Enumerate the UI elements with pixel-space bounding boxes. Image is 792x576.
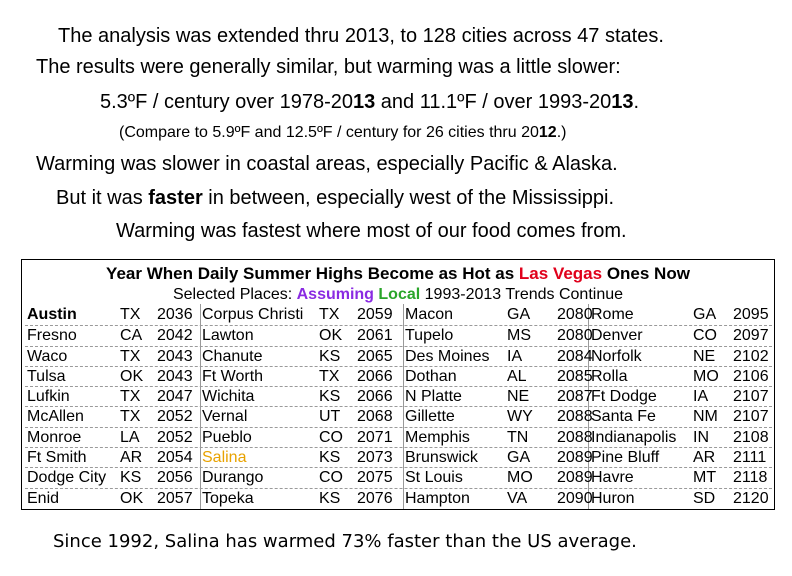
text-span: in between, especially west of the Mississippi. [202,187,615,209]
cities-table [21,259,775,510]
city-cell: Ft Smith [27,449,87,467]
subtitle-local: Local [378,286,421,303]
year-cell: 2088 [557,428,593,446]
city-cell: Durango [202,469,264,487]
city-cell: Havre [591,469,634,487]
state-cell: TX [319,367,340,385]
city-cell: Pueblo [202,428,252,446]
city-cell: Indianapolis [591,428,677,446]
year-cell: 2088 [557,408,593,426]
state-cell: KS [319,347,341,365]
intro-line-5: Warming was slower in coastal areas, especially Pacific & Alaska. [36,153,618,175]
state-cell: TX [120,408,141,426]
text-span: and 11.1ºF / over 1993-20 [375,91,612,113]
city-cell: Huron [591,489,635,507]
city-cell: Vernal [202,408,248,426]
year-cell: 2097 [733,327,769,345]
year-cell: 2043 [157,367,193,385]
year-cell: 2036 [157,306,193,323]
year-cell: 2052 [157,428,193,446]
year-cell: 2047 [157,388,193,406]
state-cell: TX [319,306,340,323]
city-cell: McAllen [27,408,84,426]
state-cell: GA [507,306,531,323]
text-span: 5.3ºF / century over 1978-20 [100,91,353,113]
state-cell: NE [693,347,716,365]
state-cell: NM [693,408,718,426]
year-cell: 2087 [557,388,593,406]
year-cell: 2076 [357,489,393,507]
text-span-bold: 13 [611,91,634,113]
intro-line-4 [119,123,566,143]
state-cell: AR [120,449,143,467]
state-cell: AL [507,367,527,385]
state-cell: LA [120,428,140,446]
city-cell: Monroe [27,428,82,446]
year-cell: 2085 [557,367,593,385]
state-cell: KS [319,388,341,406]
year-cell: 2054 [157,449,193,467]
year-cell: 2066 [357,367,393,385]
state-cell: CO [693,327,717,345]
text-span-bold: faster [148,187,203,209]
text-span-bold: 12 [538,124,557,141]
year-cell: 2066 [357,388,393,406]
city-cell: Corpus Christi [202,306,304,323]
city-cell: Lawton [202,327,254,345]
city-cell: Dothan [405,367,457,385]
city-cell: Fresno [27,327,77,345]
intro-line-1: The analysis was extended thru 2013, to 128 cities across 47 states. [58,25,664,47]
state-cell: TX [120,388,141,406]
year-cell: 2042 [157,327,193,345]
state-cell: CO [319,469,343,487]
state-cell: VA [507,489,528,507]
year-cell: 2089 [557,449,593,467]
state-cell: MS [507,327,531,345]
year-cell: 2106 [733,367,769,385]
year-cell: 2056 [157,469,193,487]
table-row [25,305,772,325]
state-cell: TN [507,428,529,446]
table-row [25,346,772,366]
city-cell: Salina [202,449,247,467]
city-cell: Tulsa [27,367,66,385]
city-cell: Gillette [405,408,455,426]
year-cell: 2084 [557,347,593,365]
year-cell: 2118 [733,469,768,487]
table-body [25,305,772,508]
city-cell: Ft Dodge [591,388,657,406]
state-cell: KS [319,489,341,507]
intro-line-7: Warming was fastest where most of our food comes from. [116,220,627,242]
city-cell: Austin [27,306,77,323]
year-cell: 2068 [357,408,393,426]
state-cell: OK [120,367,144,385]
city-cell: Rome [591,306,634,323]
table-row [25,488,772,508]
table-row [25,366,772,386]
year-cell: 2095 [733,306,769,323]
subtitle-text: 1993-2013 Trends Continue [420,286,624,303]
text-span-bold: 13 [353,91,376,113]
year-cell: 2090 [557,489,593,507]
state-cell: TX [120,306,141,323]
year-cell: 2065 [357,347,393,365]
text-span: .) [556,124,567,141]
table-subtitle [22,285,774,304]
year-cell: 2080 [557,306,593,323]
city-cell: Wichita [202,388,255,406]
city-cell: Hampton [405,489,470,507]
table-row [25,406,772,426]
state-cell: GA [507,449,531,467]
state-cell: CO [319,428,343,446]
year-cell: 2080 [557,327,593,345]
city-cell: N Platte [405,388,462,406]
state-cell: CA [120,327,143,345]
state-cell: IN [693,428,709,446]
city-cell: Des Moines [405,347,490,365]
state-cell: AR [693,449,716,467]
footer-note: Since 1992, Salina has warmed 73% faster than the US average. [53,531,637,552]
city-cell: Rolla [591,367,628,385]
year-cell: 2075 [357,469,393,487]
year-cell: 2107 [733,388,769,406]
table-row [25,427,772,447]
state-cell: OK [120,489,144,507]
state-cell: KS [120,469,142,487]
city-cell: Enid [27,489,60,507]
text-span: . [633,91,640,113]
year-cell: 2107 [733,408,769,426]
year-cell: 2073 [357,449,393,467]
state-cell: TX [120,347,141,365]
year-cell: 2061 [357,327,393,345]
table-row [25,386,772,406]
table-row [25,467,772,487]
title-text: Ones Now [602,264,690,283]
year-cell: 2071 [357,428,393,446]
table-title [22,263,774,284]
city-cell: Macon [405,306,454,323]
city-cell: Santa Fe [591,408,656,426]
year-cell: 2108 [733,428,769,446]
city-cell: Dodge City [27,469,107,487]
state-cell: MO [507,469,533,487]
year-cell: 2043 [157,347,193,365]
subtitle-assuming: Assuming [296,286,374,303]
city-cell: Tupelo [405,327,454,345]
year-cell: 2059 [357,306,393,323]
city-cell: Chanute [202,347,263,365]
city-cell: Topeka [202,489,254,507]
state-cell: UT [319,408,341,426]
intro-line-3 [100,90,639,114]
city-cell: Ft Worth [202,367,264,385]
city-cell: Waco [27,347,68,365]
state-cell: SD [693,489,716,507]
intro-line-2: The results were generally similar, but warming was a little slower: [36,56,621,78]
intro-line-6 [56,186,614,210]
year-cell: 2057 [157,489,193,507]
city-cell: St Louis [405,469,463,487]
state-cell: KS [319,449,341,467]
city-cell: Denver [591,327,643,345]
year-cell: 2052 [157,408,193,426]
state-cell: IA [693,388,709,406]
title-las-vegas: Las Vegas [518,264,603,283]
city-cell: Lufkin [27,388,70,406]
year-cell: 2102 [733,347,769,365]
city-cell: Memphis [405,428,470,446]
state-cell: MO [693,367,719,385]
state-cell: OK [319,327,343,345]
state-cell: NE [507,388,530,406]
title-text: Year When Daily Summer Highs Become as Hot as [106,264,519,283]
table-row [25,447,772,467]
state-cell: GA [693,306,717,323]
state-cell: MT [693,469,717,487]
city-cell: Norfolk [591,347,642,365]
state-cell: IA [507,347,523,365]
text-span: But it was [56,187,149,209]
year-cell: 2111 [733,449,767,467]
year-cell: 2120 [733,489,769,507]
subtitle-text: Selected Places: [172,286,297,303]
year-cell: 2089 [557,469,593,487]
text-span: (Compare to 5.9ºF and 12.5ºF / century for 26 cities thru 20 [119,124,539,141]
state-cell: WY [507,408,533,426]
city-cell: Pine Bluff [591,449,660,467]
table-row [25,325,772,345]
city-cell: Brunswick [405,449,478,467]
